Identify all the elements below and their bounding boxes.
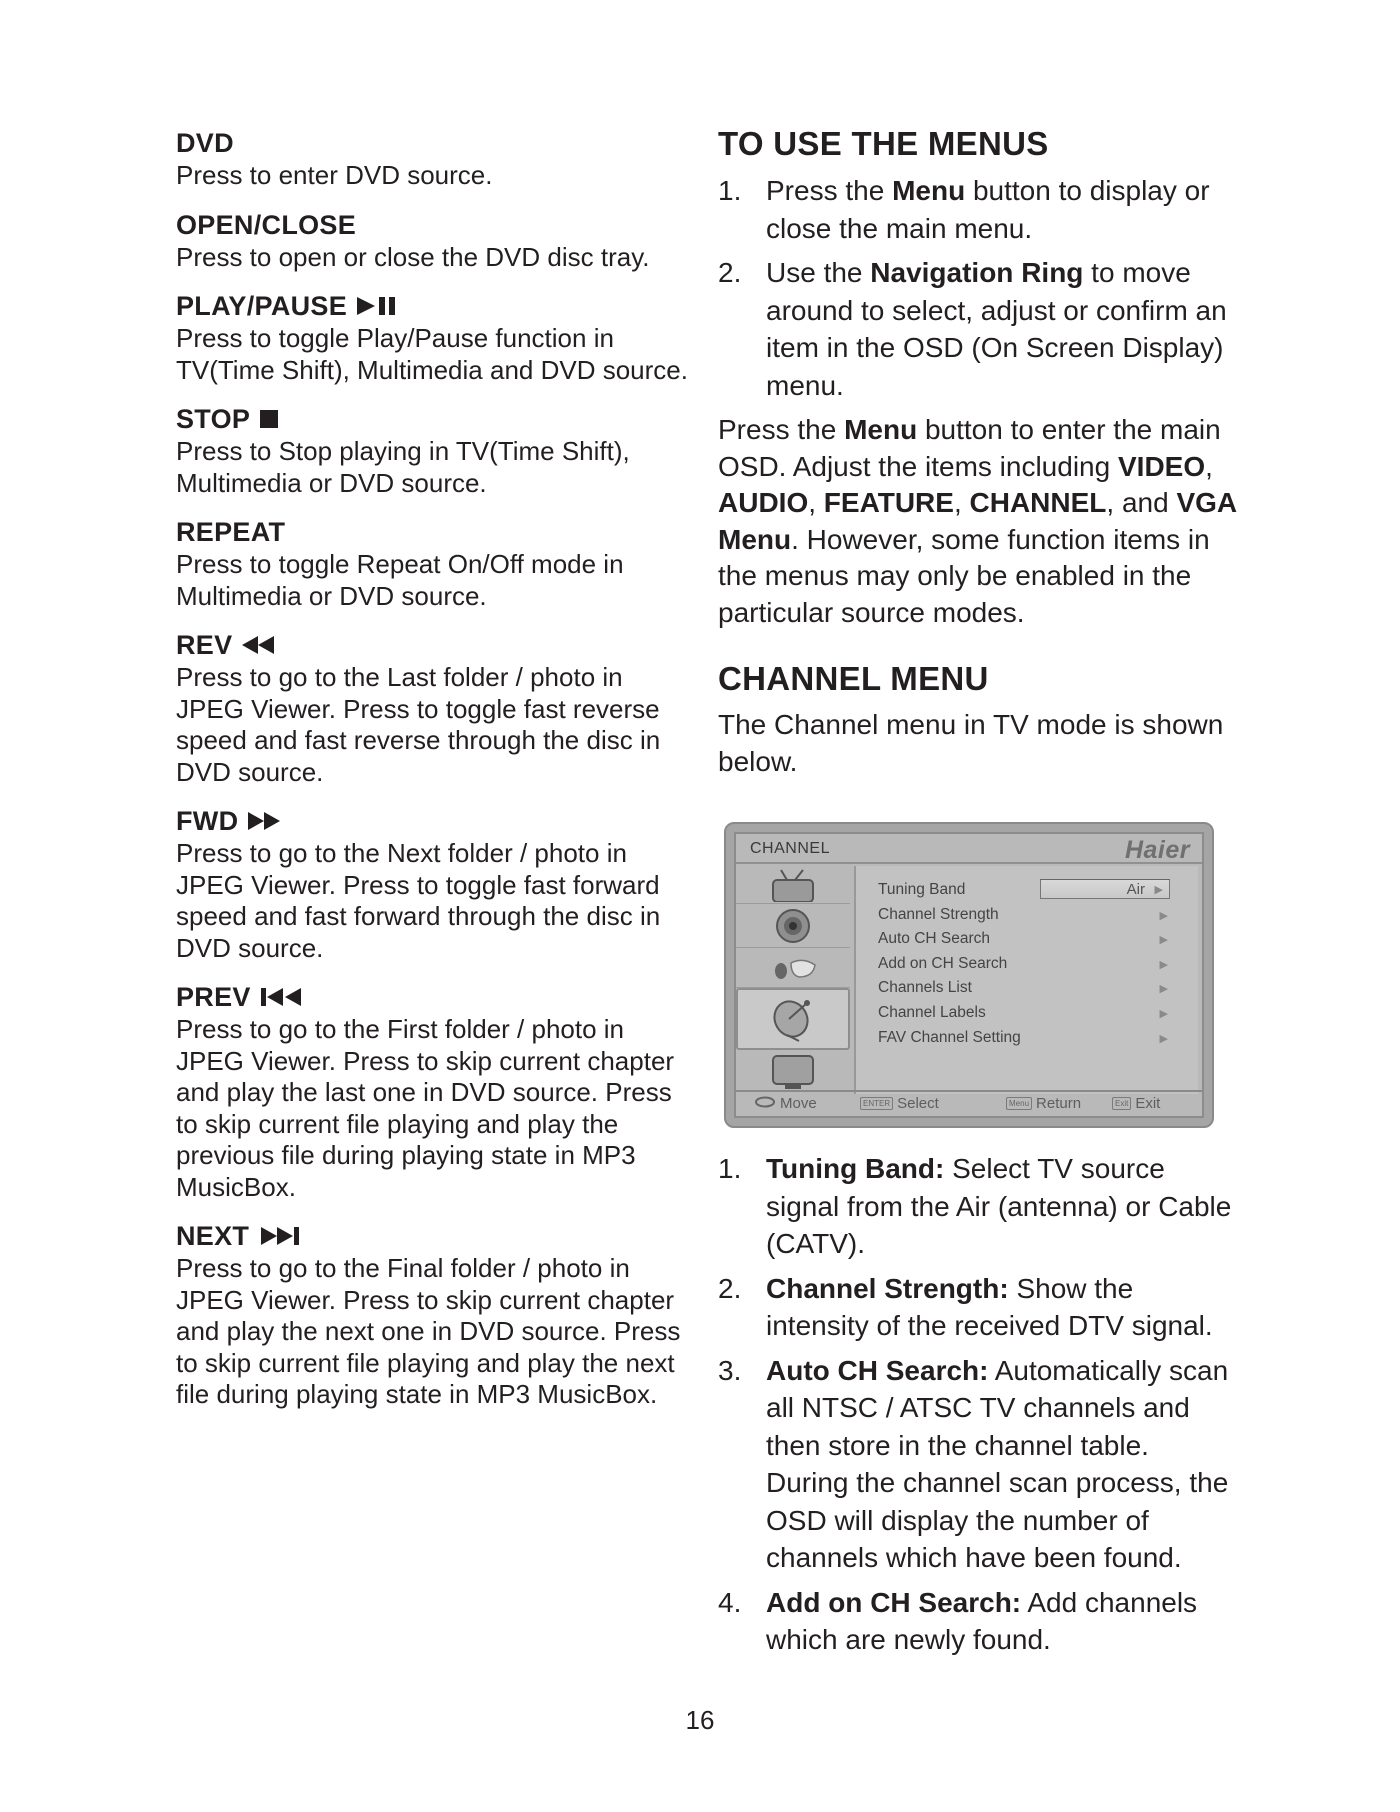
- para-bold: FEATURE: [823, 487, 954, 518]
- para-text: , and: [1106, 487, 1177, 518]
- entry-open-close: [176, 208, 696, 274]
- arrow-right-icon: ▶: [1159, 959, 1168, 971]
- para-text: Press the: [718, 414, 845, 445]
- speaker-icon[interactable]: [736, 904, 850, 948]
- channel-intro: The Channel menu in TV mode is shown below.: [718, 709, 1224, 777]
- osd-icon-column: [736, 866, 850, 1094]
- entry-title-text: DVD: [176, 128, 234, 158]
- tuning-band-value: Air: [1126, 881, 1145, 898]
- entry-next: [176, 1219, 696, 1411]
- menus-paragraph: [718, 412, 1238, 631]
- satellite-dish-icon[interactable]: [736, 988, 850, 1050]
- entry-title: [176, 515, 696, 549]
- list-item: [718, 172, 1238, 247]
- entry-title-text: STOP: [176, 404, 251, 434]
- para-text: button to enter the main OSD. Adjust the items including: [718, 414, 1221, 482]
- para-text: ,: [1205, 450, 1213, 482]
- entry-title: [176, 804, 696, 838]
- item-number: 4.: [718, 1586, 742, 1618]
- item-desc: Add channels which are newly found.: [766, 1586, 1198, 1655]
- entry-title-text: REPEAT: [176, 517, 286, 547]
- entry-stop: [176, 402, 696, 499]
- entry-body: Press to Stop playing in TV(Time Shift), Multimedia or DVD source.: [176, 436, 630, 498]
- entry-play-pause: [176, 289, 696, 386]
- menu-key-icon: Menu: [1006, 1097, 1032, 1110]
- step-bold: Menu: [892, 175, 966, 206]
- item-desc: Select TV source signal from the Air (antenna) or Cable (CATV).: [766, 1153, 1232, 1259]
- item-number: 2.: [718, 1272, 742, 1304]
- entry-title-text: PLAY/PAUSE: [176, 291, 348, 321]
- osd-title: CHANNEL: [750, 840, 830, 857]
- footer-return: [1006, 1095, 1081, 1112]
- haier-logo: Haier: [1124, 836, 1190, 864]
- step-text: to move around to select, adjust or confirm an item in the OSD (On Screen Display) menu.: [766, 257, 1227, 401]
- footer-label: Return: [1036, 1095, 1082, 1112]
- entry-title-text: OPEN/CLOSE: [176, 209, 357, 240]
- entry-title-text: FWD: [176, 806, 239, 836]
- entry-body: Press to go to the Final folder / photo in JPEG Viewer. Press to skip current chapter and play the next one in DVD source. Press to skip current file playing and play the next file during playing state in MP3 MusicBox.: [176, 1253, 681, 1409]
- footer-label: Exit: [1135, 1095, 1161, 1112]
- item-desc: Show the intensity of the received DTV signal.: [766, 1272, 1213, 1341]
- footer-label: Select: [897, 1095, 939, 1112]
- channel-heading: CHANNEL MENU: [718, 660, 989, 697]
- fast-forward-icon: [246, 808, 282, 834]
- page-number: 16: [685, 1705, 715, 1735]
- para-text: ,: [808, 487, 824, 518]
- step-bold: Navigation Ring: [870, 257, 1084, 288]
- entry-dvd: [176, 126, 696, 192]
- step-number: 1.: [718, 175, 742, 206]
- entry-title: [176, 208, 696, 242]
- entry-body: Press to go to the Next folder / photo in JPEG Viewer. Press to toggle fast forward speed and fast forward through the disc in DVD source.: [176, 838, 661, 963]
- list-item: [718, 1270, 1238, 1345]
- footer-select: [860, 1095, 939, 1112]
- footer-exit: [1112, 1095, 1160, 1112]
- entry-body: Press to toggle Play/Pause function in TV(Time Shift), Multimedia and DVD source.: [176, 323, 688, 385]
- monitor-icon[interactable]: [736, 1050, 850, 1094]
- item-term: Add on CH Search:: [766, 1586, 1022, 1618]
- exit-key-icon: Exit: [1112, 1097, 1131, 1110]
- entry-body: Press to toggle Repeat On/Off mode in Multimedia or DVD source.: [176, 549, 624, 611]
- footer-move: [754, 1095, 817, 1112]
- para-text: ,: [953, 487, 970, 518]
- entry-title-text: REV: [176, 630, 233, 660]
- entry-rev: [176, 628, 696, 788]
- arrow-right-icon: ▶: [1154, 884, 1163, 896]
- para-bold: Menu: [844, 414, 918, 445]
- entry-title: [176, 126, 696, 160]
- osd-item-channel-labels[interactable]: Channel Labels: [878, 1004, 986, 1021]
- rewind-icon: [240, 632, 276, 658]
- entry-body: Press to go to the First folder / photo in JPEG Viewer. Press to skip current chapter and play the last one in DVD source. Press to skip current file playing and play the previous file during playing state in MP3 MusicBox.: [176, 1014, 675, 1202]
- arrow-right-icon: ▶: [1159, 1008, 1168, 1020]
- osd-channel-menu: [724, 822, 1214, 1128]
- step-text: button to display or close the main menu.: [766, 175, 1210, 244]
- osd-item-list: [854, 866, 1198, 1094]
- osd-item-channel-strength[interactable]: Channel Strength: [878, 906, 999, 923]
- entry-prev: [176, 980, 696, 1203]
- osd-item-tuning-band[interactable]: Tuning Band: [878, 881, 966, 898]
- channel-items-list: [718, 1150, 1238, 1659]
- entry-title: [176, 1219, 696, 1253]
- skip-previous-icon: [259, 984, 307, 1010]
- list-item: [718, 1150, 1238, 1263]
- menus-steps: [718, 172, 1238, 404]
- para-bold: CHANNEL: [969, 487, 1107, 518]
- osd-item-channels-list[interactable]: Channels List: [878, 979, 972, 996]
- tuning-band-value-box[interactable]: [1040, 879, 1170, 899]
- footer-label: Move: [780, 1095, 817, 1112]
- entry-body: Press to go to the Last folder / photo in JPEG Viewer. Press to toggle fast reverse speed and fast reverse through the disc in DVD source.: [176, 662, 661, 787]
- item-number: 3.: [718, 1354, 742, 1386]
- skip-next-icon: [257, 1223, 305, 1249]
- left-column: [176, 126, 696, 1427]
- list-item: [718, 254, 1238, 404]
- para-bold: VGA Menu: [718, 487, 1237, 555]
- item-term: Tuning Band:: [766, 1153, 945, 1184]
- step-number: 2.: [718, 257, 742, 288]
- entry-title: [176, 289, 696, 323]
- item-term: Auto CH Search:: [766, 1354, 989, 1386]
- para-text: . However, some function items in the menus may only be enabled in the particular source modes.: [718, 523, 1210, 628]
- arrow-right-icon: ▶: [1159, 910, 1168, 922]
- osd-item-auto-ch-search[interactable]: Auto CH Search: [878, 930, 990, 947]
- entry-body: Press to open or close the DVD disc tray.: [176, 241, 650, 272]
- osd-item-add-on-ch-search[interactable]: Add on CH Search: [878, 955, 1008, 972]
- step-text: Press the: [766, 175, 893, 206]
- entry-title: [176, 980, 696, 1014]
- arrow-right-icon: ▶: [1159, 1033, 1168, 1045]
- play-pause-icon: [355, 293, 399, 319]
- list-item: [718, 1584, 1238, 1659]
- entry-title: [176, 402, 696, 436]
- right-column: [718, 124, 1238, 780]
- item-desc: Automatically scan all NTSC / ATSC TV channels and then store in the channel table. During the channel scan process, the OSD will display the number of channels which have been found.: [766, 1354, 1229, 1573]
- osd-footer: [736, 1090, 1202, 1116]
- osd-frame: [734, 832, 1204, 1118]
- entry-title: [176, 628, 696, 662]
- entry-body: Press to enter DVD source.: [176, 160, 493, 190]
- arrow-right-icon: ▶: [1159, 934, 1168, 946]
- menus-heading: TO USE THE MENUS: [718, 125, 1049, 162]
- entry-title-text: NEXT: [176, 1221, 250, 1251]
- arrow-right-icon: ▶: [1159, 983, 1168, 995]
- item-term: Channel Strength:: [766, 1272, 1009, 1304]
- osd-header: [736, 834, 1202, 864]
- feature-icon[interactable]: [736, 948, 850, 988]
- channel-items-column: [718, 1150, 1238, 1667]
- tv-icon[interactable]: [736, 866, 850, 904]
- enter-key-icon: ENTER: [860, 1097, 893, 1110]
- para-bold: VIDEO: [1117, 450, 1206, 482]
- item-number: 1.: [718, 1153, 742, 1184]
- stop-icon: [258, 406, 280, 432]
- para-bold: AUDIO: [718, 487, 809, 518]
- step-text: Use the: [766, 257, 871, 288]
- list-item: [718, 1352, 1238, 1577]
- entry-title-text: PREV: [176, 982, 251, 1012]
- entry-fwd: [176, 804, 696, 964]
- entry-repeat: [176, 515, 696, 612]
- osd-item-fav-channel-setting[interactable]: FAV Channel Setting: [878, 1029, 1021, 1046]
- navigation-ring-icon: [754, 1095, 776, 1112]
